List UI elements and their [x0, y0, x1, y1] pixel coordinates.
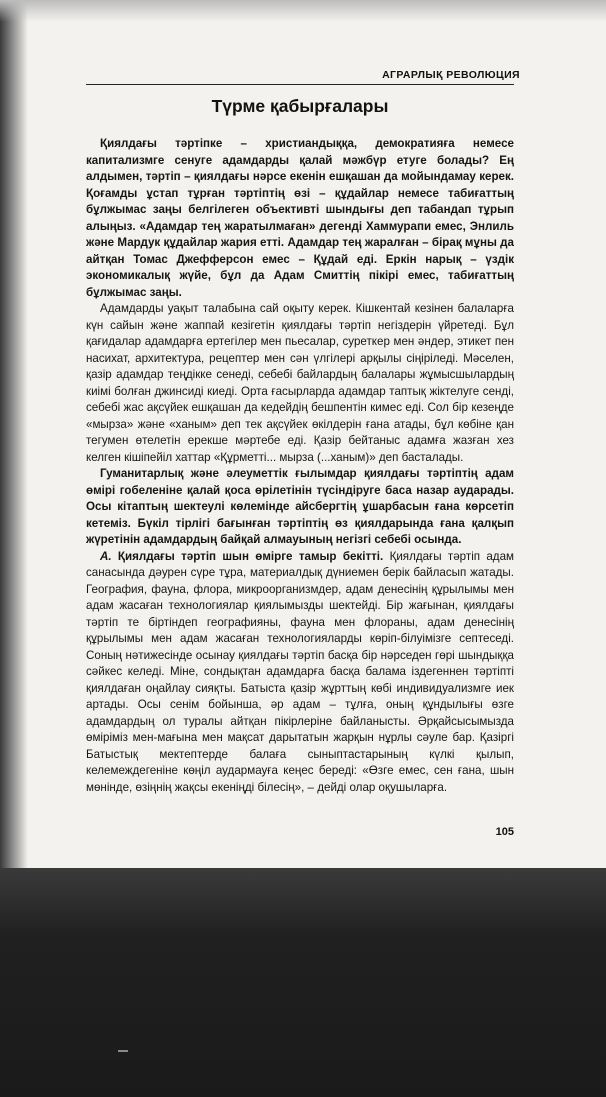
section-marker: А. [100, 549, 112, 563]
paragraph-3: Гуманитарлық және әлеуметтік ғылымдар қиялдағы тәртіптің адам өмірі гобеленіне қалай қоса өрілетінін түсіндіруге баса назар аударады. Осы кітаптың шектеулі көлемінде айсбергтің ұшарбасын ғана көрсетіп кетеміз. Бүкіл тірлігі бағынған тәртіптің өз қиялдарында ғана қалқып жүретінін адамдардың байқай алмауының негізгі себебі осында. [86, 467, 514, 546]
running-head: АГРАРЛЫҚ РЕВОЛЮЦИЯ [382, 69, 520, 81]
body-text [86, 136, 514, 796]
chapter-title: Түрме қабырғалары [211, 96, 389, 116]
paragraph-4-text: Қиялдағы тәртіп шын өмірге тамыр бекітті. Қиялдағы тәртіп адам санасында дәурен сүре тұра, материалдық дүниемен берік байласып жатады. География, фауна, флора, микроорганизмдер, адам денесінің құрылымы мен адам жасаған технологиялар қиялымызды шектейді. Бір жағынан, қиялдағы тәртіп те біртіндеп географияны, фауна мен флораны, адам денесінің құрылымы мен адам жасаған технологияларды көріп-білуімізге септеседі. Соның нәтижесінде осынау қиялдағы тәртіп басқа бір нәрседен гөрі шындыққа сәйкес келеді. Міне, сондықтан адамдарға басқа балама іздегеннен тәртіпті қиялдаған оңайлау сияқты. Батыста қазір жұрттың көбі индивидуализмге иек артады. Осы сенім бойынша, әр адам – тұлға, оның құндылығы өзге адамдардың ол туралы айтқан пікірлеріне байланысты. Әрқайсысымызда өміріміз мен-мағына мен мақсат дарытатын жарқын нұрлы сәуле бар. Қазіргі Батыстық мектептерде балаға сыныптастарының күлкі қылып, келемеждегеніне көңіл аудармауға кеңес береді: «Өзге емес, сен ғана, шын мөнінде, өзіңнің жақсы екеніңді білесің», – дейді олар оқушыларға. [86, 549, 514, 794]
section-heading: Қиялдағы тәртіп шын өмірге тамыр бекітті. [117, 549, 384, 563]
scanner-background [0, 868, 606, 1097]
paragraph-4 [86, 549, 514, 797]
spine-shadow [0, 0, 28, 868]
paragraph-2: Адамдарды уақыт талабына сай оқыту керек. Кішкентай кезінен балаларға күн сайын және жаппай кезігетін қиялдағы тәртіп негіздерін үйретеді. Бұл қағидалар адамдарға ертегілер мен пьесалар, суреткер мен әндер, этикет пен насихат, архитектура, рецептер мен сән үлгілері арқылы сіңіріледі. Мәселен, қазір адамдар теңдікке сенеді, себебі байлардың балалары жұмысшылардың киімі болған джинсиді киеді. Орта ғасырларда адамдар таптық жіктелуге сенді, себебі жас ақсүйек ешқашан да кедейдің бешпентін кимес еді. Сол бір кезеңде «мырза» және «ханым» деп тек ақсүйек өкілдерін ғана атады, бұл көбіне қан тегумен өтелетін ерекше мәртебе еді. Қазір бейтаныс адамға жазған хез келген кішіпейіл хаттар «Құрметті... мырза (...ханым)» деп басталады. [86, 302, 514, 464]
paragraph-1: Қиялдағы тәртіпке – христиандыққа, демократияға немесе капитализмге сенуге адамдарды қалай мәжбүр етуге болады? Ең алдымен, тәртіп – қиялдағы нәрсе екенін ешқашан да мойындамау керек. Қоғамды ұстап тұрған тәртіптің өзі – құдайлар немесе табиғаттың бұлжымас заңы белгілеген объективті шындығы деп табандап тұрып алыңыз. «Адамдар тең жаратылмаған» дегенді Хаммурапи емес, Энлиль және Мардук құдайлар жария етті. Адамдар тең жаралған – бірақ мұны да айтқан Томас Джефферсон емес – Құдай еді. Еркін нарық – үздік экономикалық жүйе, бұл да Адам Смиттің пікірі емес, табиғаттың бұлжымас заңы. [86, 137, 514, 299]
page-number: 105 [495, 826, 514, 838]
header-rule [86, 84, 514, 85]
top-shadow [0, 0, 606, 22]
dust-speck [118, 1050, 128, 1052]
